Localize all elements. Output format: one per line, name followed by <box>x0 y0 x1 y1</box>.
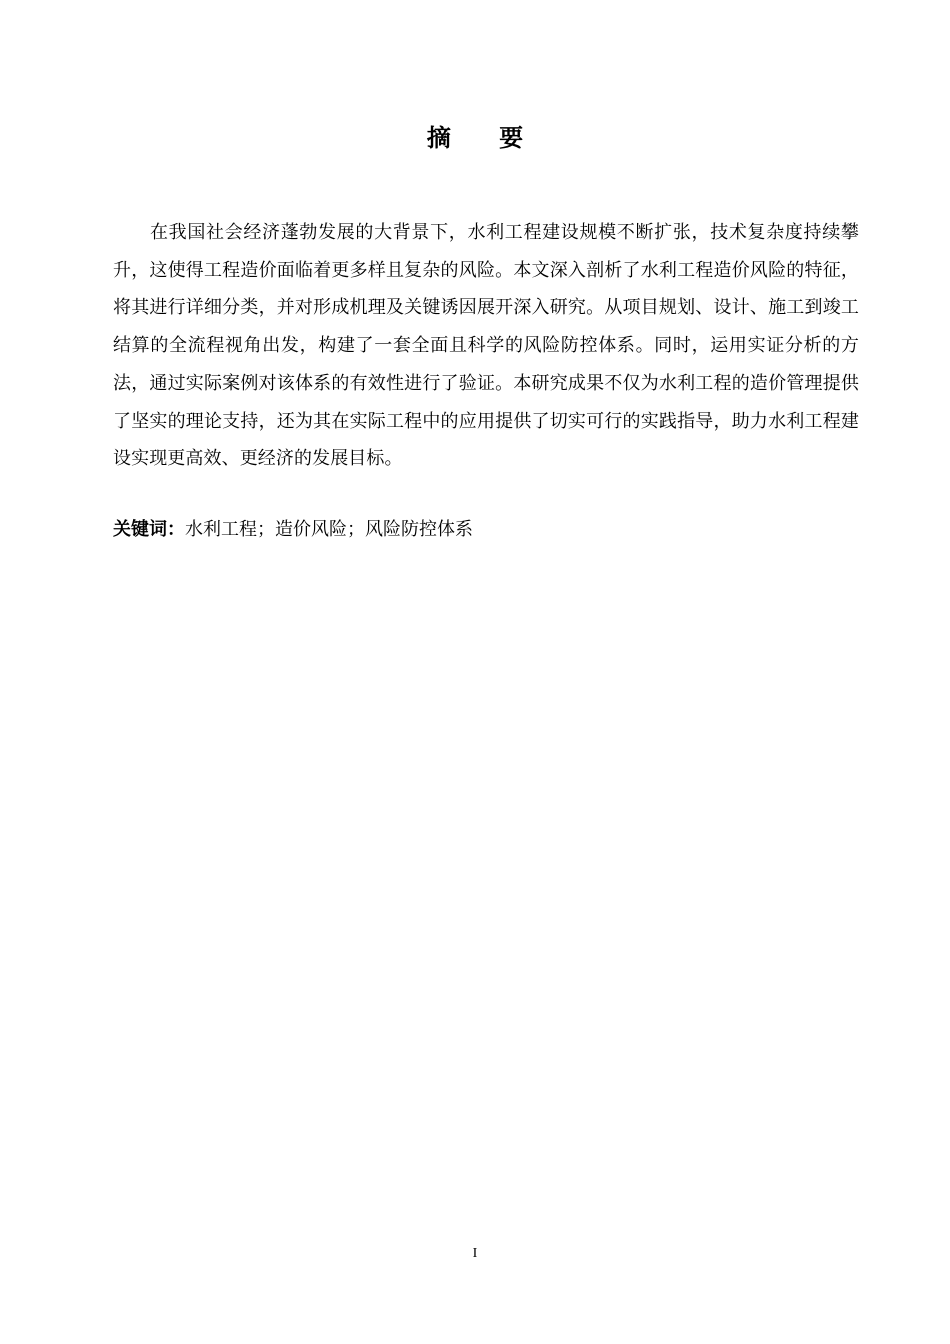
keywords-value: 水利工程；造价风险；风险防控体系 <box>185 519 473 540</box>
page-number: I <box>472 1246 478 1261</box>
keywords-label: 关键词： <box>113 519 185 540</box>
keywords-line <box>113 514 859 546</box>
abstract-paragraph: 在我国社会经济蓬勃发展的大背景下，水利工程建设规模不断扩张，技术复杂度持续攀升，这使得工程造价面临着更多样且复杂的风险。本文深入剖析了水利工程造价风险的特征，将其进行详细分类，并对形成机理及关键诱因展开深入研究。从项目规划、设计、施工到竣工结算的全流程视角出发，构建了一套全面且科学的风险防控体系。同时，运用实证分析的方法，通过实际案例对该体系的有效性进行了验证。本研究成果不仅为水利工程的造价管理提供了坚实的理论支持，还为其在实际工程中的应用提供了切实可行的实践指导，助力水利工程建设实现更高效、更经济的发展目标。 <box>113 222 859 470</box>
page-title: 摘 要 <box>426 124 544 152</box>
